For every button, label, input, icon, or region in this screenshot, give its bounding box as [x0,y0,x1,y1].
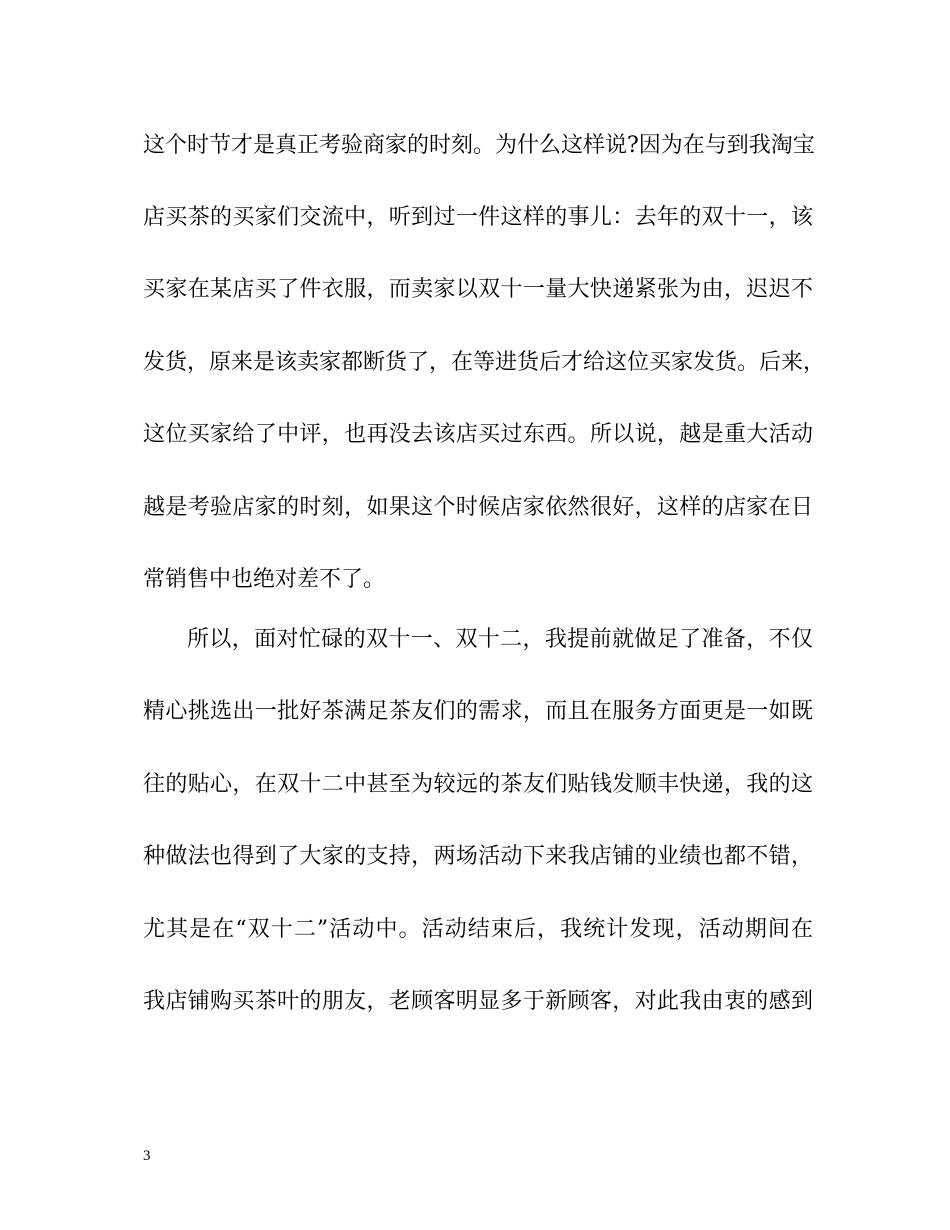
paragraph-2-line-6: 我店铺购买茶叶的朋友，老顾客明显多于新顾客，对此我由衷的感到 [143,989,813,1014]
paragraph-2-line-4: 种做法也得到了大家的支持，两场活动下来我店铺的业绩也都不错， [143,844,813,869]
paragraph-2-line-5: 尤其是在“双十二”活动中。活动结束后，我统计发现，活动期间在 [143,917,813,942]
paragraph-2-line-2: 精心挑选出一批好茶满足茶友们的需求，而且在服务方面更是一如既 [143,699,813,724]
paragraph-1-line-7: 常销售中也绝对差不了。 [143,567,386,592]
paragraph-2-line-1: 所以，面对忙碌的双十一、双十二，我提前就做足了准备，不仅 [187,627,813,652]
paragraph-2-line-3: 往的贴心，在双十二中甚至为较远的茶友们贴钱发顺丰快递，我的这 [143,772,813,797]
paragraph-1-line-4: 发货，原来是该卖家都断货了，在等进货后才给这位买家发货。后来， [143,350,826,375]
paragraph-1-line-2: 店买茶的买家们交流中，听到过一件这样的事儿：去年的双十一，该 [143,205,813,230]
paragraph-1-line-5: 这位买家给了中评，也再没去该店买过东西。所以说，越是重大活动 [143,422,813,447]
page-number: 3 [143,1148,151,1164]
paragraph-1-line-3: 买家在某店买了件衣服，而卖家以双十一量大快递紧张为由，迟迟不 [143,277,813,302]
paragraph-1-line-6: 越是考验店家的时刻，如果这个时候店家依然很好，这样的店家在日 [143,495,813,520]
paragraph-1-line-1: 这个时节才是真正考验商家的时刻。为什么这样说?因为在与到我淘宝 [143,133,815,158]
